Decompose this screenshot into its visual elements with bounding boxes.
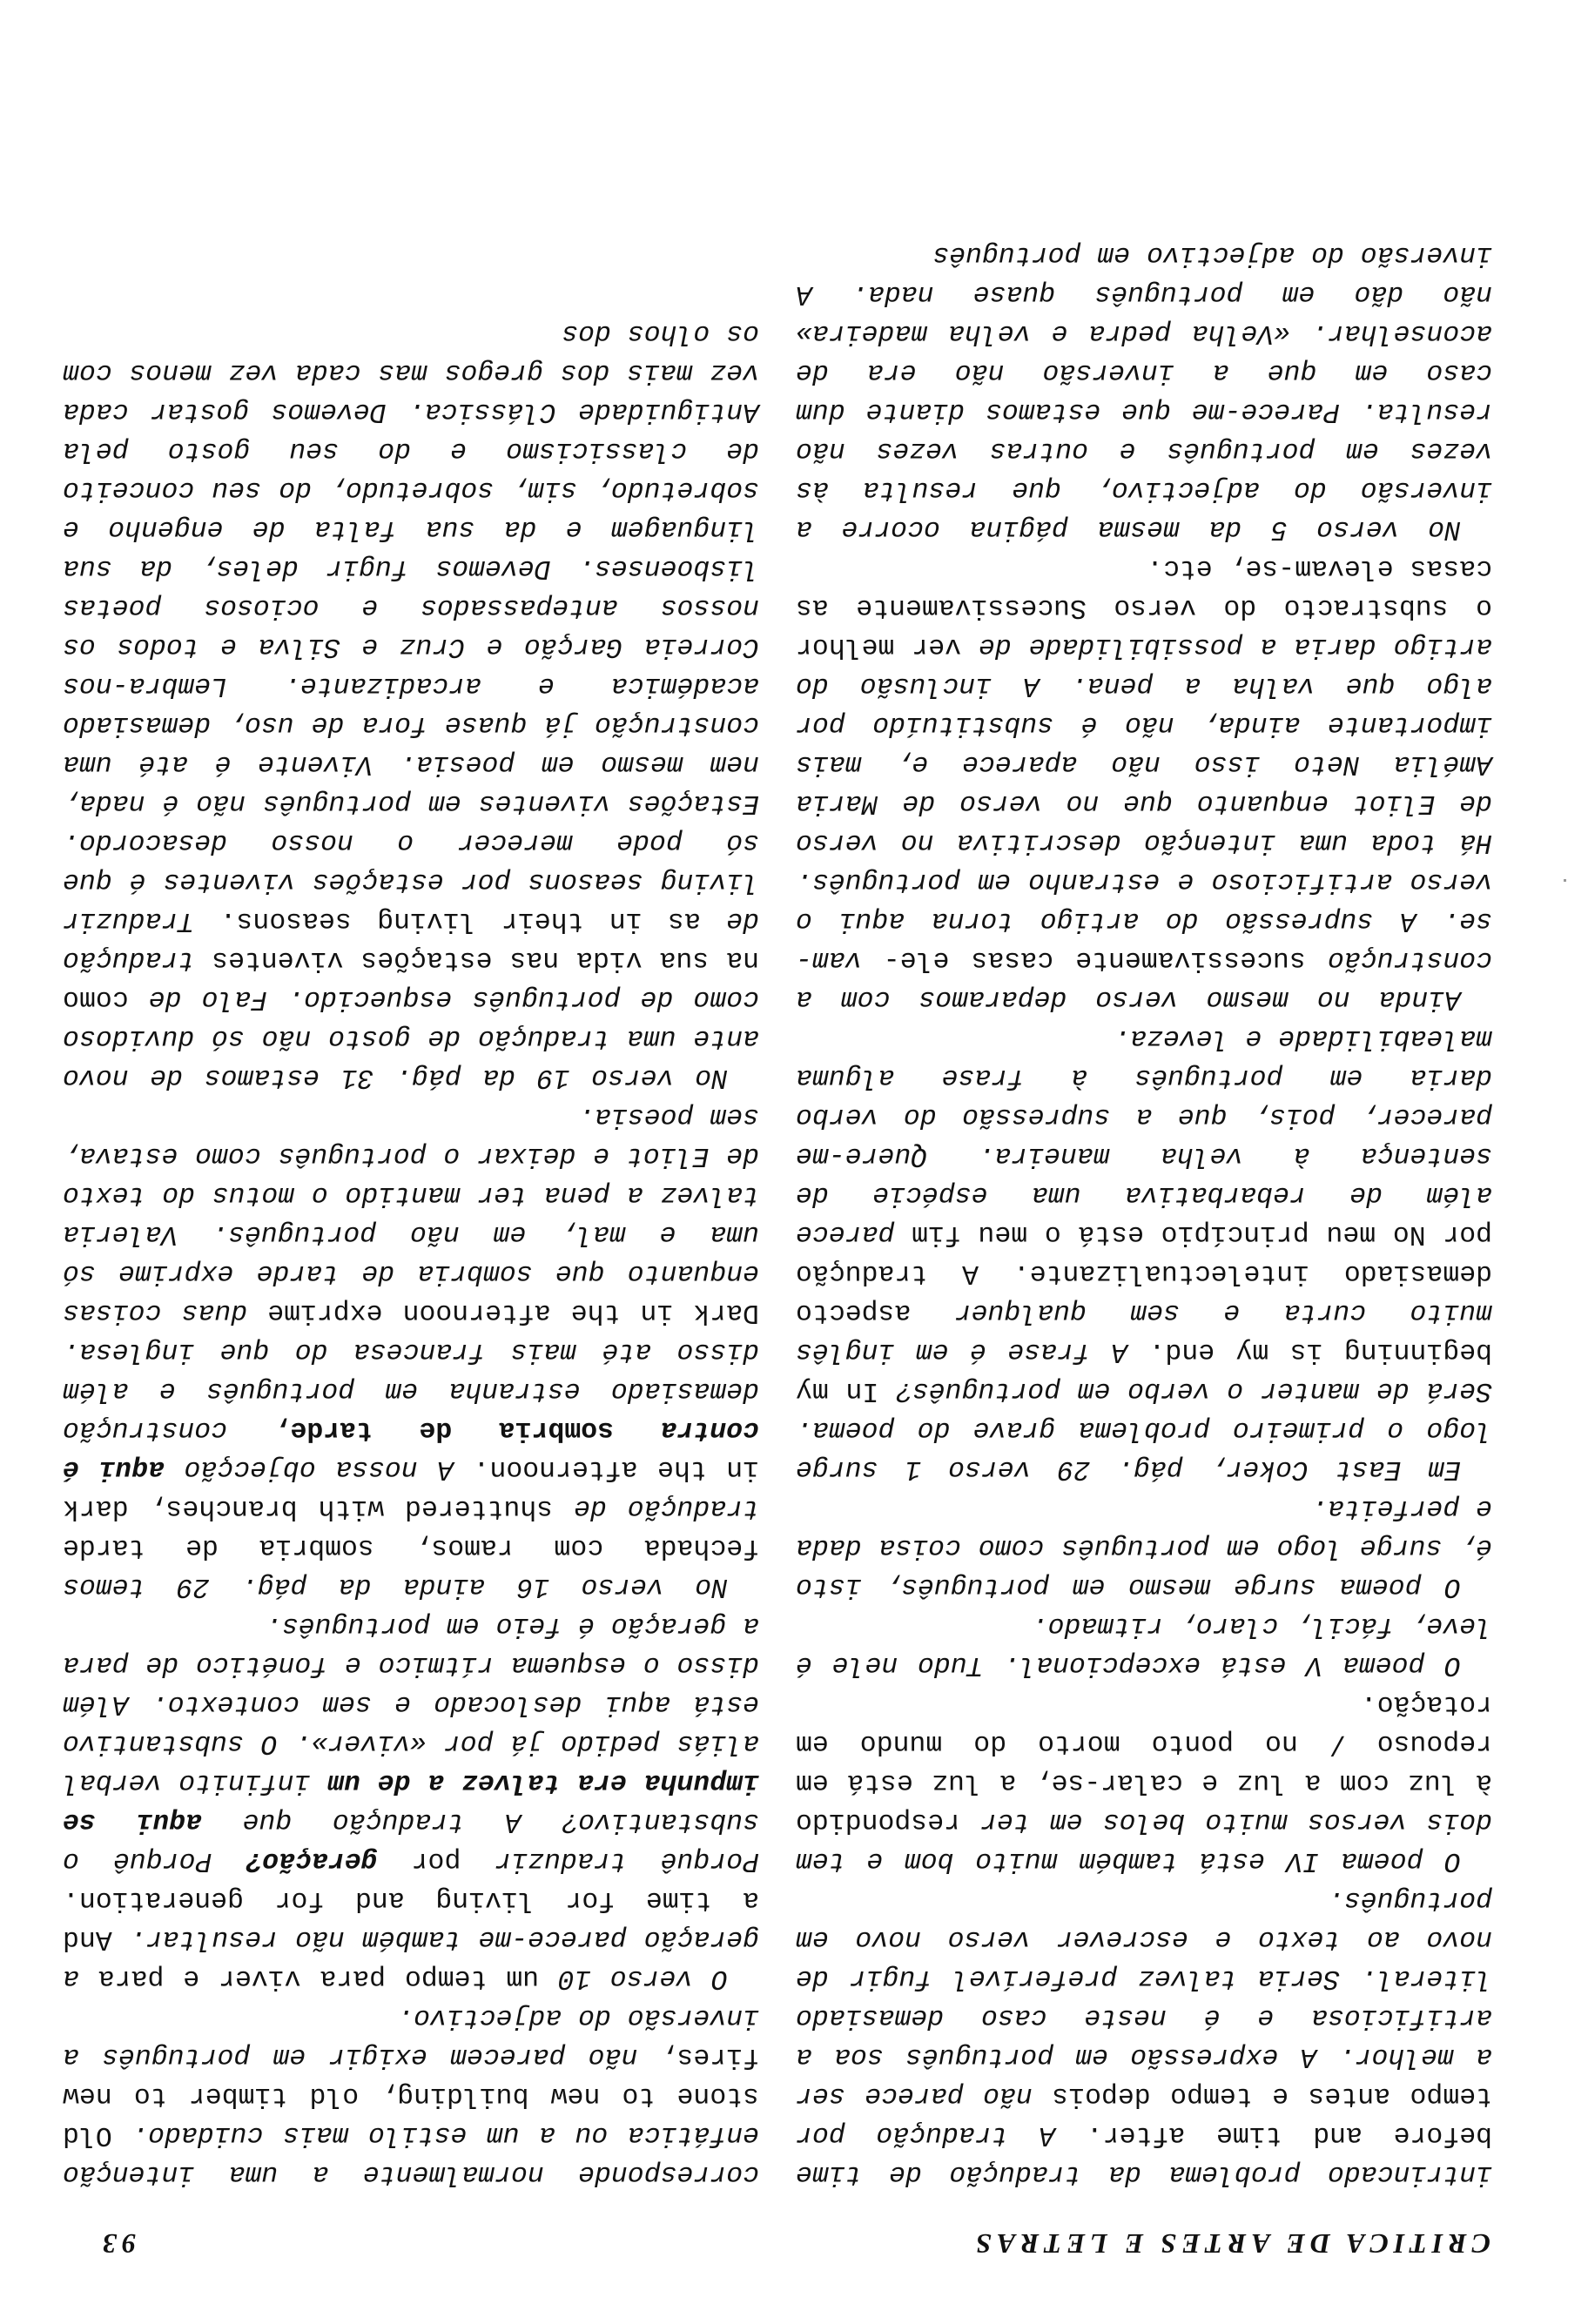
paragraph (63, 313, 759, 1097)
text-run: vam-se. A supressão do artigo torna aqui o verso artificioso e estranho em português. Há toda uma intenção descritiva no verso de Eliot enquanto que no verso de Maria Amélia Neto isso não aparece e, mais importante ainda, não é substituído por algo que valha a pena. A inclusão do artigo daria a possibilidade de (795, 631, 1492, 975)
paragraph (796, 1880, 1492, 2193)
quoted-translation: sucessivamente casas ele- (883, 944, 1306, 975)
text-run: não parece ser a melhor. A expressão em português soa a artificiosa e é neste caso demasiado literal. Seria talvez preferível fugir de novo ao texto e escrever verso novo em português. (796, 1884, 1492, 2111)
quoted-english: as in their living seasons. (219, 905, 701, 936)
text-run: geração? (246, 1845, 378, 1876)
quoted-translation: como na sua vida nas estações viventes (63, 944, 759, 1014)
text-run: por (411, 1845, 461, 1876)
text-run: A tradução por (796, 2119, 1056, 2150)
text-run: rítmico e fonético de para a geração é feio em português. (62, 1610, 759, 1680)
quoted-english: Old stone to new building, old timber to new fires, (63, 2041, 759, 2150)
text-run: aspecto demasiado intelectualizante. A tradução por (796, 1219, 1492, 1327)
quoted-translation: respondido à luz com a luz e calar-se, a luz está em repouso / no ponto morto do mundo em rotação. (795, 1689, 1492, 1837)
text-run: A nossa objecção (184, 1454, 454, 1484)
running-title: CRITICA DE ARTES E LETRAS (971, 2228, 1490, 2260)
text-run: intrincado problema da tradução de time (796, 2159, 1492, 2189)
right-column (63, 313, 759, 2193)
paragraph (63, 1606, 759, 1998)
quoted-translation: fechada com ramos, sombria de tarde (63, 1532, 759, 1562)
text-run: e tem dois versos muito belos em ter (795, 1806, 1492, 1876)
text-run: aqui se impunha era talvez a de um (63, 1767, 759, 1837)
text-run: aqui é contra (63, 1414, 759, 1484)
quoted-translation: sombria de tarde, (273, 1414, 615, 1445)
quoted-translation: tempo antes e tempo depois (1052, 2080, 1492, 2111)
text-run: corresponde normalmente a uma intenção enfática ou a um estilo mais cuidado. (63, 2119, 759, 2189)
paragraph (796, 548, 1492, 1018)
text-run: tradução de (63, 905, 759, 975)
text-run: Traduzir living seasons por estações viventes é que só pode merecer o nosso desacordo. Estações viventes em português não é nada, nem mesmo em poesia. Vivente é até uma construção já quase fora de uso, demasiado académica e arcadizante. Lembra-nos Correia Garção e Cruz e Silva e todos os nossos antepassados e ociosos poetas lisboenses. Devemos fugir deles, da sua linguagem e da sua falta de engenho e sobretudo, sim, sobretudo, do seu conceito de classicismo e do seu gosto pela Antiguidade Clássica. Devemos gostar cada vez mais dos gregos mas cada vez menos com os olhos dos (62, 318, 759, 936)
quoted-english: before and time after. (1086, 2119, 1492, 2150)
paragraph (796, 1018, 1492, 1488)
paragraph: O poema V está excepcional. Tudo nele é leve, fácil, claro, ritmado. (796, 1610, 1492, 1680)
page-header (98, 2227, 1490, 2260)
text-run: infinito verbal aliás pedido já por «viver». O substantivo está aqui deslocado e sem contexto. Além disso o esquema (62, 1649, 759, 1797)
quoted-english: Dark in the afternoon (402, 1297, 759, 1327)
page-number: 93 (98, 2228, 136, 2260)
quoted-translation: um tempo para viver e para (98, 1963, 540, 1993)
text-run: O verso 10 (558, 1963, 728, 1993)
quoted-translation: No meu princípio está o meu fim (912, 1219, 1426, 1249)
paragraph (796, 1684, 1492, 1880)
text-run: a construção (796, 944, 1492, 1014)
quoted-translation: ver melhor o substracto do verso (795, 592, 1492, 662)
text-run: construção demasiado estranha em português e além disso até mais francesa do que inglesa. (63, 1336, 759, 1445)
text-run: duas coisas enquanto que sombria de tarde exprime só uma e mal, em não português. Valeria talvez a pena ter mantido o motus do texto de Eliot e deixar o português como estava, sem poesia. (63, 1101, 759, 1327)
text-run: No verso 16 ainda da pág. 29 temos (63, 1571, 728, 1602)
quoted-english: shuttered with branches, dark in the afternoon. (62, 1454, 759, 1523)
text-run: O poema IV está também muito bom (904, 1845, 1461, 1876)
paragraph (63, 1998, 759, 2193)
text-run: exprime (267, 1297, 383, 1327)
quoted-english: In my beginning is my end. (795, 1336, 1492, 1406)
text-run: a geração parece-me também não resultar. (62, 1924, 759, 1993)
text-run: No verso 19 da pág. 31 estamos de novo ante uma tradução de gosto não só duvidoso como de português esquecido. Falo de (63, 984, 759, 1092)
paragraph: No verso 5 da mesma página ocorre a inversão do adjectivo, que resulta às vezes em português e outras vezes não resulta. Parece-me que estamos diante dum caso em que a inversão não era de aconselhar. «Velha pedra e velha madeira» não dão em português quase nada. A inversão do adjectivo em português (796, 239, 1492, 544)
quoted-translation: Sucessivamente as casas elevam-se, etc. (796, 553, 1492, 622)
quoted-english: And a time for living and for generation. (63, 1884, 759, 1954)
paragraph: O poema surge mesmo em português, isto é, surge logo em português como coisa dada e perfeita. (796, 1493, 1492, 1602)
text-run: parece além de rebarbativa uma espécie de sentença à velha maneira. Quere-me parecer, pois, que a supressão do verbo daria em português à frase alguma maleabilidade e leveza. (795, 1023, 1492, 1249)
left-column (796, 235, 1492, 2193)
text-run: Porquê o substantivo? A tradução que (63, 1806, 759, 1876)
text-run: Porquê traduzir (495, 1845, 759, 1876)
text-run: A frase é em inglês muito curta e sem qualquer (796, 1297, 1492, 1367)
paragraph (63, 1097, 759, 1606)
text-run: Em East Coker, pág. 29 verso 1 surge logo o primeiro problema grave do poema. Será de manter o verbo em português? (796, 1375, 1492, 1484)
scan-speck (1564, 879, 1566, 882)
text-run: não parecem exigir em português a inversão do adjectivo. (63, 2002, 759, 2072)
text-run: tradução de (574, 1493, 759, 1523)
text-run: Ainda no mesmo verso deparamos com (840, 984, 1461, 1014)
